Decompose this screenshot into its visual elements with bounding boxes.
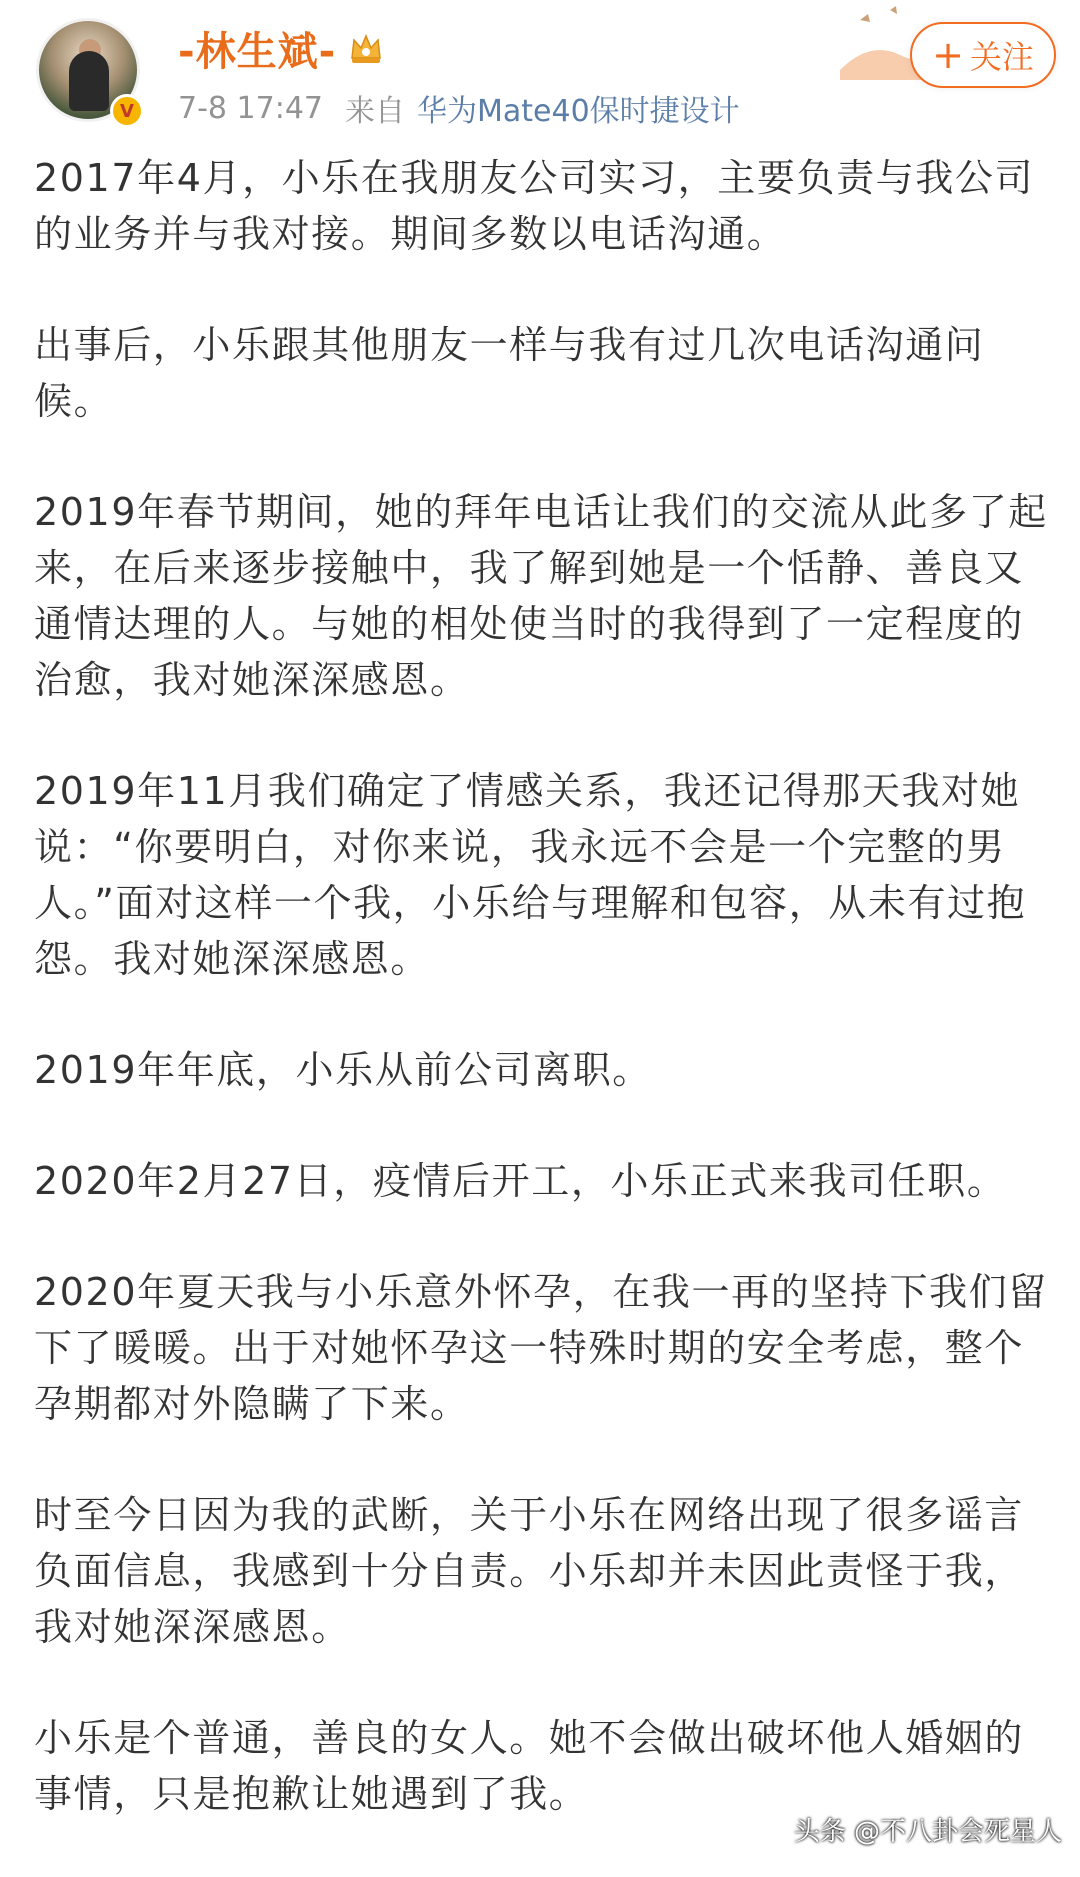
paragraph-7: 2020年夏天我与小乐意外怀孕，在我一再的坚持下我们留下了暖暖。出于对她怀孕这一特殊时期的安全考虑，整个孕期都对外隐瞒了下来。 [34, 1270, 1048, 1426]
avatar-body-shape [69, 51, 109, 111]
avatar[interactable] [36, 18, 146, 128]
source-label: 来自 [345, 94, 405, 129]
post-meta [178, 86, 740, 130]
vip-crown-icon [346, 28, 386, 68]
paragraph-2: 出事后，小乐跟其他朋友一样与我有过几次电话沟通问候。 [34, 323, 985, 423]
source-device-link[interactable]: 华为Mate40保时捷设计 [417, 94, 740, 129]
post-time: 7-8 17:47 [178, 90, 323, 126]
paragraph-4: 2019年11月我们确定了情感关系，我还记得那天我对她说：“你要明白，对你来说，我永远不会是一个完整的男人。”面对这样一个我，小乐给与理解和包容，从未有过抱怨。我对她深深感恩。 [34, 769, 1027, 981]
verified-badge-icon: V [110, 94, 144, 128]
watermark: 头条 @不八卦会死星人 [793, 1817, 1062, 1847]
paragraph-6: 2020年2月27日，疫情后开工，小乐正式来我司任职。 [34, 1159, 1007, 1203]
follow-label: 关注 [969, 38, 1034, 76]
username[interactable]: -林生斌- [178, 28, 337, 75]
post-header [0, 0, 1080, 140]
paragraph-3: 2019年春节期间，她的拜年电话让我们的交流从此多了起来，在后来逐步接触中，我了解到她是一个恬静、善良又通情达理的人。与她的相处使当时的我得到了一定程度的治愈，我对她深深感恩。 [34, 490, 1048, 702]
username-row [178, 20, 386, 76]
plus-icon: + [932, 33, 964, 77]
paragraph-5: 2019年年底，小乐从前公司离职。 [34, 1048, 652, 1092]
paragraph-1: 2017年4月，小乐在我朋友公司实习，主要负责与我公司的业务并与我对接。期间多数以电话沟通。 [34, 156, 1035, 256]
follow-button[interactable] [910, 22, 1056, 88]
post-body [34, 150, 1054, 1877]
paragraph-8: 时至今日因为我的武断，关于小乐在网络出现了很多谣言负面信息，我感到十分自责。小乐却并未因此责怪于我，我对她深深感恩。 [34, 1493, 1025, 1649]
paragraph-9: 小乐是个普通，善良的女人。她不会做出破坏他人婚姻的事情，只是抱歉让她遇到了我。 [34, 1716, 1025, 1816]
